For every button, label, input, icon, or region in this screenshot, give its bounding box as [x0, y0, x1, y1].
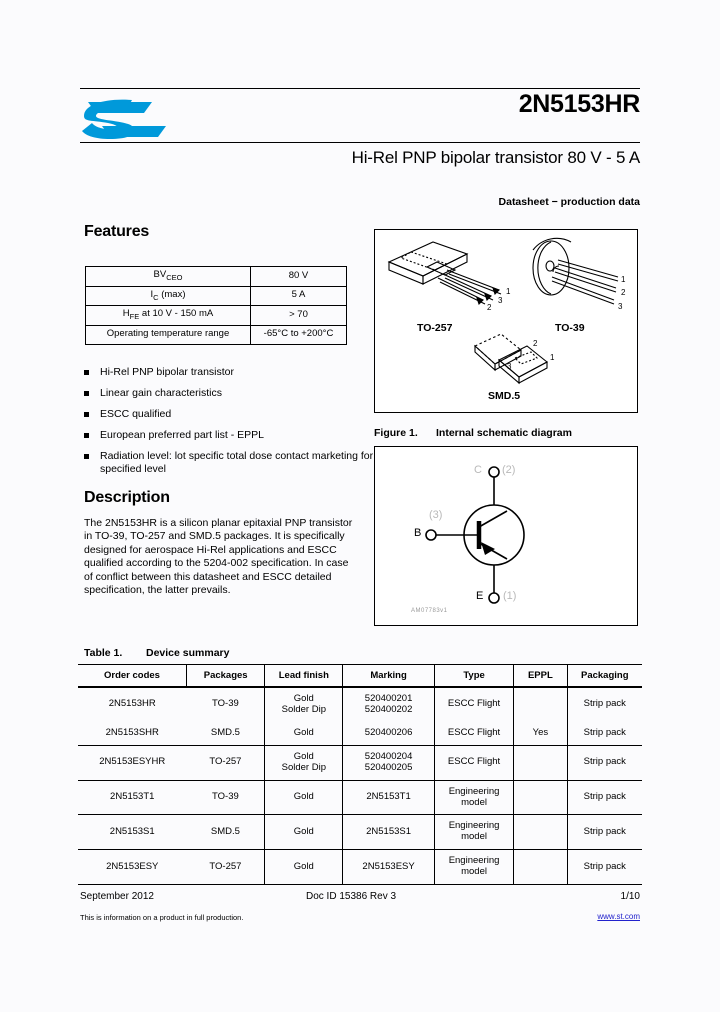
- pin-label: 1: [506, 287, 511, 296]
- cell-packaging: Strip pack: [567, 722, 642, 745]
- cell-order-code: 2N5153ESYHR: [78, 745, 186, 780]
- package-drawings: [375, 230, 634, 409]
- datasheet-type: Datasheet − production data: [498, 196, 640, 208]
- table-row: [86, 286, 347, 306]
- table-row: [78, 850, 642, 885]
- cell-package: SMD.5: [186, 815, 264, 850]
- features-bullet-list: [84, 366, 374, 484]
- list-item: [84, 366, 374, 379]
- figure1-caption: [374, 427, 572, 439]
- list-item-label: ESCC qualified: [100, 408, 172, 421]
- column-header-type: Type: [434, 665, 513, 688]
- column-header-marking: Marking: [343, 665, 435, 688]
- cell-lead-finish: Gold: [265, 850, 343, 885]
- pin-label: 2: [621, 288, 626, 297]
- list-item-label: Radiation level: lot specific total dose contact marketing for specified level: [100, 450, 374, 475]
- footer-doc-id: Doc ID 15386 Rev 3: [306, 891, 397, 902]
- cell-marking: 2N5153S1: [343, 815, 435, 850]
- package-label-to257: TO-257: [417, 322, 453, 334]
- pin-label: 1: [550, 353, 555, 362]
- cell-type: ESCC Flight: [434, 687, 513, 722]
- pin-label: 3: [498, 296, 503, 305]
- cell-order-code: 2N5153S1: [78, 815, 186, 850]
- table-row: [86, 325, 347, 344]
- device-summary-table: [78, 664, 642, 885]
- list-item: [84, 429, 374, 442]
- st-logo: [80, 96, 172, 140]
- cell-lead-finish: Gold Solder Dip: [265, 687, 343, 722]
- feature-value: -65°C to +200°C: [251, 325, 347, 344]
- cell-eppl: Yes: [514, 722, 567, 745]
- table-header-row: [78, 665, 642, 688]
- cell-order-code: 2N5153ESY: [78, 850, 186, 885]
- feature-value: 5 A: [251, 286, 347, 306]
- cell-package: TO-257: [186, 850, 264, 885]
- cell-eppl: [514, 780, 567, 815]
- table-row: [78, 780, 642, 815]
- cell-packaging: Strip pack: [567, 850, 642, 885]
- bullet-square-icon: [84, 370, 89, 375]
- cell-lead-finish: Gold: [265, 780, 343, 815]
- pin-label: 3: [618, 302, 623, 311]
- table-row: [78, 722, 642, 745]
- cell-order-code: 2N5153T1: [78, 780, 186, 815]
- figure1-number: Figure 1.: [374, 427, 418, 439]
- cell-package: TO-39: [186, 687, 264, 722]
- table1-title: Device summary: [146, 647, 230, 659]
- base-terminal: [426, 530, 436, 540]
- features-table-body: [86, 267, 347, 345]
- cell-eppl: [514, 815, 567, 850]
- feature-param: $I_C$ (max): [86, 286, 251, 306]
- cell-packaging: Strip pack: [567, 815, 642, 850]
- footer-website-link[interactable]: www.st.com: [597, 912, 640, 921]
- header-rule-top: [80, 88, 640, 89]
- column-header-packaging: Packaging: [567, 665, 642, 688]
- product-subtitle: Hi-Rel PNP bipolar transistor 80 V - 5 A: [351, 148, 640, 167]
- cell-packaging: Strip pack: [567, 687, 642, 722]
- cell-order-code: 2N5153SHR: [78, 722, 186, 745]
- description-text: The 2N5153HR is a silicon planar epitaxial PNP transistor in TO-39, TO-257 and SMD.5 packages. It is specifically designed for aerospace Hi-Rel applications and ESCC qualified according to the 5204-002 specification. In case of conflict between this datasheet and ESCC detailed specification, the latter prevails.: [84, 517, 353, 597]
- table1-caption: [84, 647, 229, 659]
- cell-lead-finish: Gold: [265, 815, 343, 850]
- list-item-label: Hi-Rel PNP bipolar transistor: [100, 366, 235, 378]
- cell-package: TO-257: [186, 745, 264, 780]
- column-header-lead-finish: Lead finish: [265, 665, 343, 688]
- table1-number: Table 1.: [84, 647, 123, 659]
- bullet-square-icon: [84, 454, 89, 459]
- footer-note: This is information on a product in full production.: [80, 913, 244, 922]
- cell-eppl: [514, 745, 567, 780]
- list-item-label: Linear gain characteristics: [100, 387, 222, 400]
- cell-marking: 2N5153T1: [343, 780, 435, 815]
- pin-label: 3: [507, 362, 512, 371]
- collector-terminal: [489, 467, 499, 477]
- table-row: [78, 815, 642, 850]
- cell-lead-finish: Gold Solder Dip: [265, 745, 343, 780]
- pin-label: 2: [533, 339, 538, 348]
- cell-order-code: 2N5153HR: [78, 687, 186, 722]
- header-rule-bottom: [80, 142, 640, 143]
- bullet-square-icon: [84, 433, 89, 438]
- cell-lead-finish: Gold: [265, 722, 343, 745]
- cell-marking: 520400206: [343, 722, 435, 745]
- bullet-square-icon: [84, 412, 89, 417]
- cell-packaging: Strip pack: [567, 745, 642, 780]
- list-item-label: European preferred part list - EPPL: [100, 429, 265, 442]
- features-table: [85, 266, 347, 345]
- table-row: [86, 267, 347, 287]
- table-row: [78, 687, 642, 722]
- feature-value: > 70: [251, 306, 347, 326]
- feature-param: Operating temperature range: [86, 325, 251, 344]
- footer-page-number: 1/10: [620, 891, 640, 902]
- table-row: [78, 745, 642, 780]
- footer-date: September 2012: [80, 891, 154, 902]
- package-label-to39: TO-39: [555, 322, 585, 334]
- cell-package: SMD.5: [186, 722, 264, 745]
- emitter-pin-label: (1): [503, 590, 517, 602]
- figure-watermark: AM07783v1: [411, 608, 448, 614]
- cell-eppl: [514, 687, 567, 722]
- collector-pin-label: (2): [502, 464, 516, 476]
- list-item: [84, 450, 374, 475]
- cell-type: ESCC Flight: [434, 722, 513, 745]
- description-heading: Description: [84, 489, 170, 506]
- device-table-body: [78, 687, 642, 885]
- cell-marking: 2N5153ESY: [343, 850, 435, 885]
- pin-label: 1: [621, 275, 626, 284]
- cell-marking: 520400204 520400205: [343, 745, 435, 780]
- column-header-packages: Packages: [186, 665, 264, 688]
- feature-value: 80 V: [251, 267, 347, 287]
- collector-label: C: [474, 464, 482, 476]
- bullet-square-icon: [84, 391, 89, 396]
- figure1-schematic: [374, 446, 638, 626]
- pin-label: 2: [487, 303, 492, 312]
- cell-eppl: [514, 850, 567, 885]
- column-header-eppl: EPPL: [514, 665, 567, 688]
- list-item: [84, 408, 374, 421]
- emitter-terminal: [489, 593, 499, 603]
- device-table-header: [78, 665, 642, 688]
- cell-packaging: Strip pack: [567, 780, 642, 815]
- table-row: [86, 306, 347, 326]
- package-outline-figure: [374, 229, 638, 413]
- cell-package: TO-39: [186, 780, 264, 815]
- page-title: 2N5153HR: [518, 90, 640, 118]
- cell-type: Engineering model: [434, 815, 513, 850]
- column-header-order-codes: Order codes: [78, 665, 186, 688]
- features-heading: Features: [84, 223, 150, 240]
- emitter-label: E: [476, 590, 484, 602]
- cell-type: Engineering model: [434, 780, 513, 815]
- base-pin-label: (3): [429, 509, 443, 521]
- emitter-arrow-icon: [481, 542, 495, 555]
- cell-type: ESCC Flight: [434, 745, 513, 780]
- list-item: [84, 387, 374, 400]
- cell-type: Engineering model: [434, 850, 513, 885]
- feature-param: $H_{FE}$ at 10 V - 150 mA: [86, 306, 251, 326]
- figure1-title: Internal schematic diagram: [436, 427, 572, 439]
- package-label-smd5: SMD.5: [488, 390, 521, 402]
- footer-rule: [80, 884, 640, 885]
- cell-marking: 520400201 520400202: [343, 687, 435, 722]
- base-label: B: [414, 527, 422, 539]
- feature-param: $BV_{CEO}$: [86, 267, 251, 287]
